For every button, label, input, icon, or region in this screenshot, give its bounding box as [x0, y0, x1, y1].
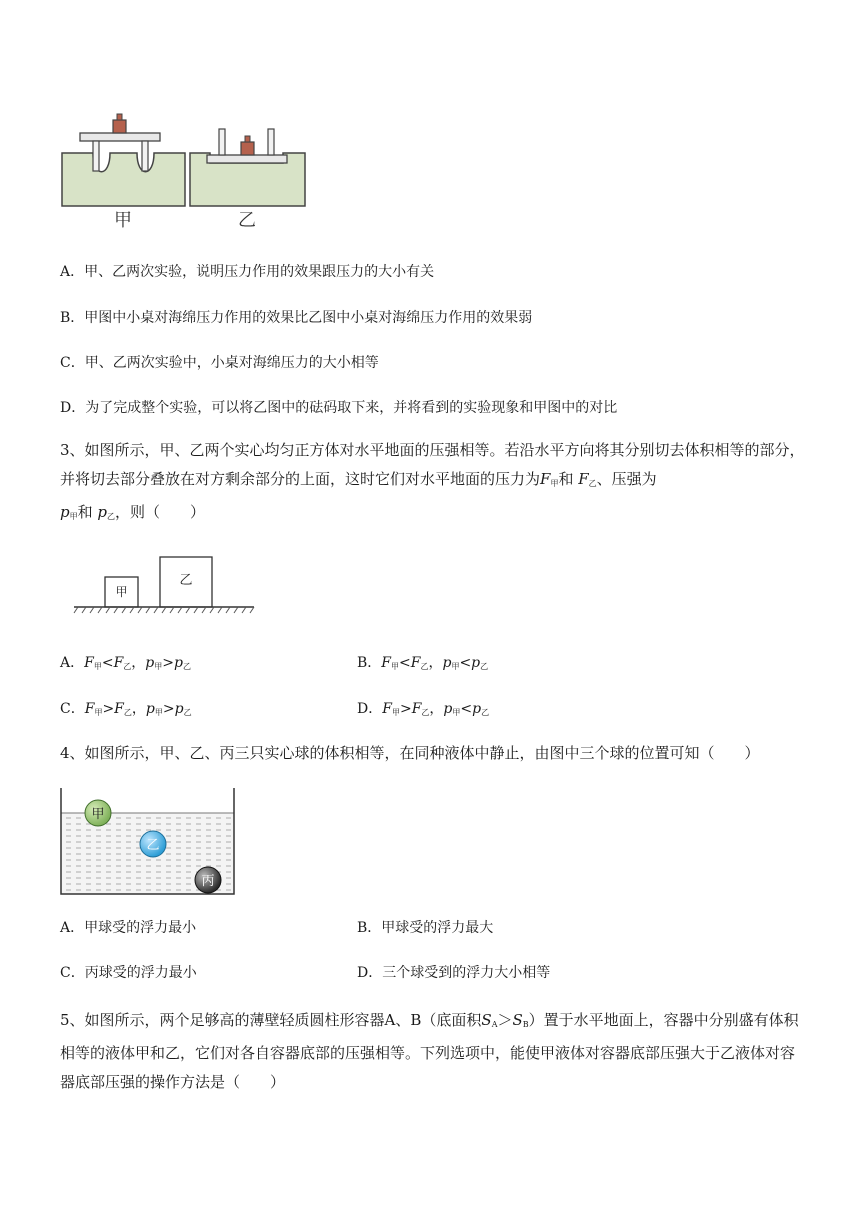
q2-option-d: D．为了完成整个实验，可以将乙图中的砝码取下来，并将看到的实验现象和甲图中的对比 — [60, 400, 618, 416]
table-leg-jia-right — [142, 141, 148, 171]
figure-label-yi: 乙 — [238, 210, 256, 231]
figure-label-jia: 甲 — [114, 210, 132, 231]
question-5: 5、如图所示，两个足够高的薄壁轻质圆柱形容器A、B（底面积$S_A>S_B$）置于水平地面上，容器中分别盛有体积相等的液体甲和乙，它们对各自容器底部的压强相等。下列选项中，能使甲液体对容器底部压强大于乙液体对容器底部压强的操作方法是（ ） — [60, 1011, 799, 1091]
question-3: 3、如图所示，甲、乙两个实心均匀正方体对水平地面的压强相等。若沿水平方向将其分别切去体积相等的部分，并将切去部分叠放在对方剩余部分的上面，这时它们对水平地面的压力为$F_甲$和 $F_乙$、压强为 $p_甲$和 $p_乙$，则（ ） — [60, 441, 805, 521]
sponge-jia — [62, 153, 185, 206]
cube-yi-label: 乙 — [179, 573, 193, 588]
table-sponge-figure — [55, 108, 315, 233]
cube-jia-label: 甲 — [115, 585, 128, 599]
weight-jia — [113, 120, 126, 133]
table-top-yi — [207, 155, 287, 163]
ball-jia-label: 甲 — [91, 807, 105, 822]
table-leg-jia-left — [93, 141, 99, 171]
q4-option-d: D．三个球受到的浮力大小相等 — [357, 965, 551, 981]
table-leg-yi-left — [219, 129, 225, 155]
ball-bing-label: 丙 — [201, 874, 215, 889]
table-leg-yi-right — [268, 129, 274, 155]
weight-yi — [241, 142, 254, 155]
q4-option-a: A．甲球受的浮力最小 — [60, 920, 197, 936]
q3-option-c: C．$F_甲>F_乙$，$p_甲>p_乙$ — [60, 701, 192, 717]
question-4: 4、如图所示，甲、乙、丙三只实心球的体积相等，在同种液体中静止，由图中三个球的位置可知（ ） — [60, 744, 760, 762]
table-top-jia — [80, 133, 160, 141]
q4-option-c: C．丙球受的浮力最小 — [60, 965, 197, 981]
balls-in-liquid-figure — [55, 785, 240, 900]
ball-yi-label: 乙 — [146, 838, 160, 853]
cubes-figure — [70, 550, 260, 620]
q3-option-b: B．$F_甲<F_乙$，$p_甲<p_乙$ — [357, 655, 489, 671]
q3-option-d: D．$F_甲>F_乙$，$p_甲<p_乙$ — [357, 701, 490, 717]
q4-option-b: B．甲球受的浮力最大 — [357, 920, 494, 936]
q2-option-a: A．甲、乙两次实验，说明压力作用的效果跟压力的大小有关 — [60, 264, 435, 280]
q3-option-a: A．$F_甲<F_乙$，$p_甲>p_乙$ — [60, 655, 191, 671]
q2-option-c: C．甲、乙两次实验中，小桌对海绵压力的大小相等 — [60, 355, 379, 371]
q2-option-b: B．甲图中小桌对海绵压力作用的效果比乙图中小桌对海绵压力作用的效果弱 — [60, 310, 533, 326]
